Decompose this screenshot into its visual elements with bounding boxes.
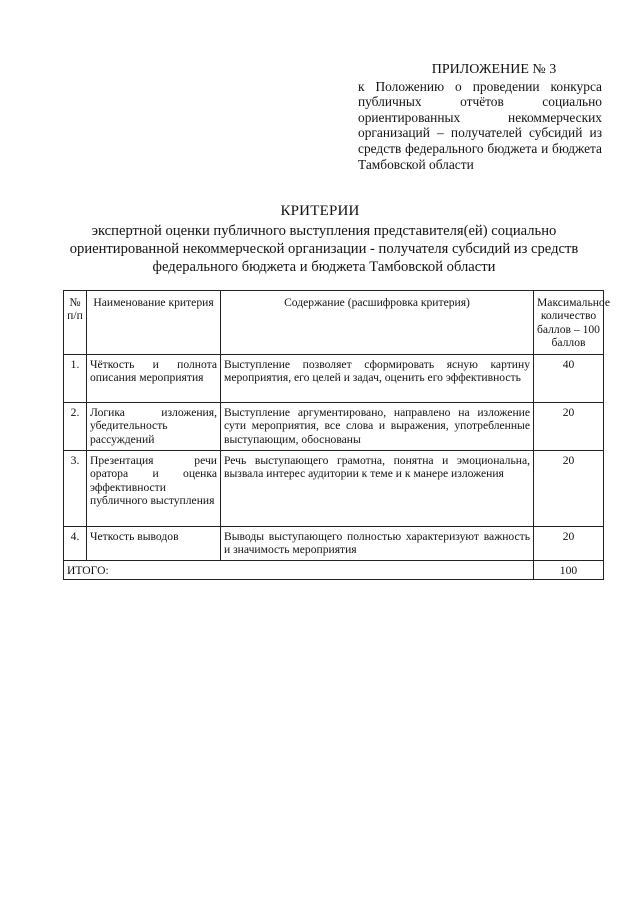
appendix-text: к Положению о проведении конкурса публичных отчётов социально ориентированных некоммерческих организаций – получателей субсидий из средств федерального бюджета и бюджета Тамбовской области — [358, 78, 602, 172]
header-name: Наименование критерия — [87, 291, 221, 355]
total-label: ИТОГО: — [64, 561, 534, 580]
total-row — [64, 561, 604, 580]
row-content: Выводы выступающего полностью характеризуют важность и значимость мероприятия — [221, 527, 534, 561]
row-name: Презентация речи оратора и оценка эффективности публичного выступления — [87, 451, 221, 527]
row-score: 20 — [534, 451, 604, 527]
table-row — [64, 451, 604, 527]
row-name: Чёткость и полнота описания мероприятия — [87, 355, 221, 403]
header-num: № п/п — [64, 291, 87, 355]
total-score: 100 — [534, 561, 604, 580]
header-max: Максимальное количество баллов – 100 баллов — [534, 291, 604, 355]
header-content: Содержание (расшифровка критерия) — [221, 291, 534, 355]
document-subtitle: экспертной оценки публичного выступления представителя(ей) социально ориентированной некоммерческой организации - получателя субсидий из средств федерального бюджета и бюджета Тамбовской области — [69, 223, 579, 275]
document-title: КРИТЕРИИ — [280, 203, 360, 219]
appendix-heading: ПРИЛОЖЕНИЕ № 3 — [431, 62, 557, 77]
row-num: 3. — [64, 451, 87, 527]
table-row — [64, 355, 604, 403]
row-score: 20 — [534, 527, 604, 561]
row-content: Выступление позволяет сформировать ясную картину мероприятия, его целей и задач, оценить его эффективность — [221, 355, 534, 403]
table-row — [64, 403, 604, 451]
row-name: Четкость выводов — [87, 527, 221, 561]
row-num: 4. — [64, 527, 87, 561]
row-name: Логика изложения, убедительность рассуждений — [87, 403, 221, 451]
table-row — [64, 527, 604, 561]
row-content: Выступление аргументировано, направлено на изложение сути мероприятия, все слова и выражения, употребленные выступающим, обоснованы — [221, 403, 534, 451]
appendix-block — [358, 62, 602, 172]
row-score: 40 — [534, 355, 604, 403]
criteria-table — [63, 290, 611, 580]
row-num: 2. — [64, 403, 87, 451]
row-content: Речь выступающего грамотна, понятна и эмоциональна, вызвала интерес аудитории к теме и к манере изложения — [221, 451, 534, 527]
table-header-row — [64, 291, 604, 355]
row-score: 20 — [534, 403, 604, 451]
row-num: 1. — [64, 355, 87, 403]
